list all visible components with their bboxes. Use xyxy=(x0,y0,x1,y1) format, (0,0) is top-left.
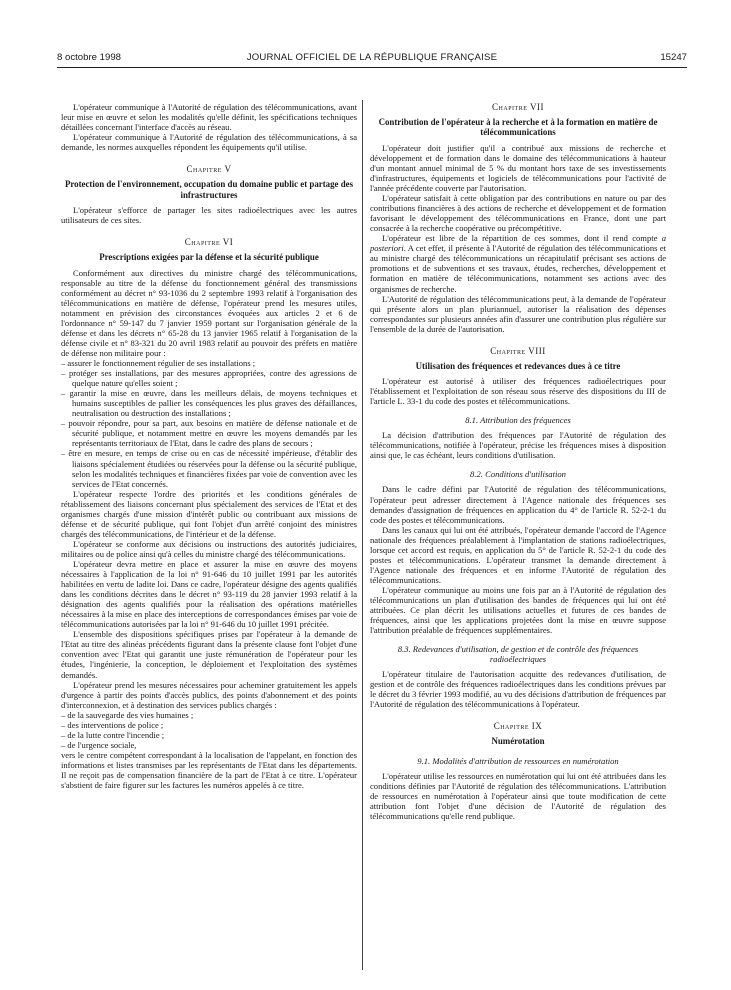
paragraph: L'opérateur est autorisé à utiliser des fréquences radioélectriques pour l'établissement et l'exploitation de son réseau sous réserve des dispositions du III de l'article L. 33-1 du code des postes et télécommunications. xyxy=(370,376,666,407)
bullet-list xyxy=(61,710,357,750)
paragraph: vers le centre compétent correspondant à la localisation de l'appelant, en fonction des informations et listes transmises par les représentants de l'Etat dans les départements. Il ne reçoit pas de compensation financière de la part de l'Etat à ce titre. L'opérateur s'abstient de faire figurer sur les factures les numéros appelés à ce titre. xyxy=(61,749,357,791)
list-item: – de l'urgence sociale, xyxy=(61,740,357,750)
chapter-title: Protection de l'environnement, occupation du domaine public et partage des infrastructures xyxy=(64,179,354,200)
list-item: – de la sauvegarde des vies humaines ; xyxy=(61,710,357,720)
bullet-list xyxy=(61,358,357,489)
section-heading: 8.3. Redevances d'utilisation, de gestion et de contrôle des fréquences radioélectriques xyxy=(397,644,639,665)
left-column xyxy=(61,102,357,790)
journal-title: JOURNAL OFFICIEL DE LA RÉPUBLIQUE FRANÇAISE xyxy=(246,52,498,63)
section-heading: 9.1. Modalités d'attribution de ressources en numérotation xyxy=(417,755,619,766)
paragraph: L'opérateur se conforme aux décisions ou instructions des autorités judiciaires, militaires ou de police ainsi qu'à celles du ministre chargé des télécommunications. xyxy=(61,538,357,559)
paragraph: L'opérateur satisfait à cette obligation par des contributions en nature ou par des contributions financières à des actions de recherche et développement et de formation favorisant le développement des télécommunications en France, dont une part consacrée à la recherche coopérative ou précompétitive. xyxy=(370,193,666,234)
right-column xyxy=(370,102,666,821)
paragraph: L'opérateur prend les mesures nécessaires pour acheminer gratuitement les appels d'urgence à partir des points d'accès publics, des points d'abonnement et des points d'interconnexion, et à destination des services publics chargés : xyxy=(61,679,357,710)
paragraph: Dans les canaux qui lui ont été attribués, l'opérateur demande l'accord de l'Agence nationale des fréquences préalablement à l'implantation de stations radioélectriques, lorsque cet accord est requis, en application du 5° de l'article R. 52-2-1 du code des postes et télécommunications. L'opérateur transmet la demande directement à l'Agence nationale des fréquences et en informe l'Autorité de régulation des télécommunications. xyxy=(370,524,666,585)
paragraph: La décision d'attribution des fréquences par l'Autorité de régulation des télécommunications, notifiée à l'opérateur, précise les fréquences mises à disposition ainsi que, le cas échéant, leurs conditions d'utilisation. xyxy=(370,430,666,461)
chapter-title: Numérotation xyxy=(491,736,545,747)
chapter-title: Contribution de l'opérateur à la recherche et à la formation en matière de télécommunications xyxy=(378,117,658,138)
list-item: – pouvoir répondre, pour sa part, aux besoins en matière de défense nationale et de sécurité publique, et notamment mettre en œuvre les moyens demandés par les représentants territoriaux de l'Etat, dans le cadre des plans de secours ; xyxy=(61,418,357,448)
chapter-heading: Chapitre VI xyxy=(184,237,234,248)
header-rule xyxy=(57,67,687,68)
paragraph: L'opérateur communique au moins une fois par an à l'Autorité de régulation des télécommunications un plan d'utilisation des bandes de fréquences qui lui ont été attribuées. Ce plan décrit les utilisations actuelles et futures de ces bandes de fréquences, ainsi que les applications projetées dont la mise en œuvre suppose l'attribution préalable de fréquences supplémentaires. xyxy=(370,584,666,636)
paragraph: L'opérateur doit justifier qu'il a contribué aux missions de recherche et développement et de formation dans le domaine des télécommunications à hauteur d'un montant annuel minimal de 5 % du montant hors taxe de ses investissements d'infrastructures, équipements et logiciels de télécommunications pour l'activité de l'année précédente couverte par l'autorisation. xyxy=(370,142,666,194)
paragraph: L'opérateur communique à l'Autorité de régulation des télécommunications, à sa demande, les normes auxquelles répondent les équipements qu'il utilise. xyxy=(61,132,357,153)
paragraph: L'opérateur utilise les ressources en numérotation qui lui ont été attribuées dans les conditions définies par l'Autorité de régulation des télécommunications. L'attribution de ressources en numérotation à l'opérateur ainsi que toute modification de cette attribution font l'objet d'une décision de l'Autorité de régulation des télécommunications qu'elle rend publique. xyxy=(370,770,666,822)
paragraph: L'opérateur titulaire de l'autorisation acquitte des redevances d'utilisation, de gestion et de contrôle des fréquences radioélectriques dans les conditions prévues par le décret du 3 février 1993 modifié, au vu des décisions d'attribution de fréquences par l'Autorité de régulation des télécommunications à l'opérateur. xyxy=(370,669,666,710)
list-item: – être en mesure, en temps de crise ou en cas de nécessité impérieuse, d'établir des liaisons spécialement étudiées ou réservées pour la défense ou la sécurité publique, selon les modalités techniques et financières fixées par voie de convention avec les services de l'Etat concernés. xyxy=(61,448,357,488)
chapter-heading: Chapitre VIII xyxy=(490,345,546,356)
chapter-heading: Chapitre IX xyxy=(493,721,543,732)
paragraph: Conformément aux directives du ministre chargé des télécommunications, responsable au titre de la défense du fonctionnement général des transmissions conformément au décret n° 93-1036 du 2 septembre 1993 relatif à l'organisation des télécommunications en matière de défense, l'opérateur prend les mesures utiles, notamment en prévision des circonstances évoquées aux articles 2 et 6 de l'ordonnance n° 59-147 du 7 janvier 1959 portant sur l'organisation générale de la défense et dans les décrets n° 65-28 du 13 janvier 1965 relatif à l'organisation de la défense civile et n° 83-321 du 20 avril 1983 relatif au pouvoir des préfets en matière de défense non militaire pour : xyxy=(61,267,357,359)
text-run: L'opérateur est libre de la répartition de ces sommes, dont il rend compte xyxy=(382,233,662,244)
header-date: 8 octobre 1998 xyxy=(57,52,122,63)
chapter-heading: Chapitre V xyxy=(186,164,232,175)
list-item: – protéger ses installations, par des mesures appropriées, contre des agressions de quelque nature qu'elles soient ; xyxy=(61,368,357,388)
page-number: 15247 xyxy=(660,52,687,63)
chapter-title: Utilisation des fréquences et redevances dues à ce titre xyxy=(415,360,621,371)
paragraph: Dans le cadre défini par l'Autorité de régulation des télécommunications, l'opérateur peut adresser directement à l'Agence nationale des fréquences ses demandes d'assignation de fréquences en application du 4° de l'article R. 52-2-1 du code des postes et télécommunications. xyxy=(370,484,666,525)
paragraph: L'opérateur communique à l'Autorité de régulation des télécommunications, avant leur mise en œuvre et selon les modalités qu'elle définit, les spécifications techniques détaillées concernant l'interface d'accès au réseau. xyxy=(61,102,357,133)
paragraph: L'ensemble des dispositions spécifiques prises par l'opérateur à la demande de l'Etat au titre des alinéas précédents figurant dans la présente clause font l'objet d'une convention avec l'Etat qui garantit une juste rémunération de l'opérateur pour les études, l'ingénierie, la conception, le déploiement et l'exploitation des systèmes demandés. xyxy=(61,629,357,680)
list-item: – assurer le fonctionnement régulier de ses installations ; xyxy=(61,358,357,368)
italic-term: a posteriori xyxy=(370,233,666,254)
text-run: . A cet effet, il présente à l'Autorité de régulation des télécommunications et au ministre chargé des télécommunications un récapitulatif précisant ses actions de promotions et de subventions et ses travaux, études, recherches, développement et formation en matière de télécommunications, notamment ses actions avec des organismes de recherche. xyxy=(370,243,666,294)
list-item: – des interventions de police ; xyxy=(61,720,357,730)
section-heading: 8.1. Attribution des fréquences xyxy=(465,415,571,426)
section-heading: 8.2. Conditions d'utilisation xyxy=(470,469,566,480)
paragraph: L'opérateur devra mettre en place et assurer la mise en œuvre des moyens nécessaires à l'application de la loi n° 91-646 du 10 juillet 1991 par les autorités habilitées en vertu de ladite loi. Dans ce cadre, l'opérateur désigne des agents qualifiés dans les conditions décrites dans le décret n° 93-119 du 28 janvier 1993 relatif à la désignation des agents qualifiés pour la réalisation des opérations matérielles nécessaires à la mise en place des interceptions de correspondances émises par voie de télécommunications autorisées par la loi n° 91-646 du 10 juillet 1991 précitée. xyxy=(61,559,357,630)
list-item: – garantir la mise en œuvre, dans les meilleurs délais, de moyens techniques et humains susceptibles de pallier les conséquences les plus graves des défaillances, neutralisation ou destruction des installations ; xyxy=(61,388,357,418)
column-divider xyxy=(362,100,363,970)
chapter-heading: Chapitre VII xyxy=(492,102,544,112)
paragraph: L'opérateur s'efforce de partager les sites radioélectriques avec les autres utilisateurs de ces sites. xyxy=(61,205,357,226)
paragraph: L'opérateur respecte l'ordre des priorités et les conditions générales de rétablissement des liaisons concernant plus spécialement des services de l'Etat et des organismes chargés d'une mission d'intérêt public ou contribuant aux missions de défense et de sécurité publique, qui font l'objet d'un arrêté conjoint des ministres chargés des télécommunications, de l'intérieur et de la défense. xyxy=(61,488,357,539)
paragraph: L'Autorité de régulation des télécommunications peut, à la demande de l'opérateur qui présente alors un plan pluriannuel, autoriser la réalisation des dépenses correspondantes sur plusieurs années afin d'assurer une contribution plus régulière sur l'ensemble de la durée de l'autorisation. xyxy=(370,293,666,334)
chapter-title: Prescriptions exigées par la défense et la sécurité publique xyxy=(99,252,319,263)
list-item: – de la lutte contre l'incendie ; xyxy=(61,730,357,740)
paragraph xyxy=(370,233,666,293)
page-header xyxy=(57,52,687,66)
